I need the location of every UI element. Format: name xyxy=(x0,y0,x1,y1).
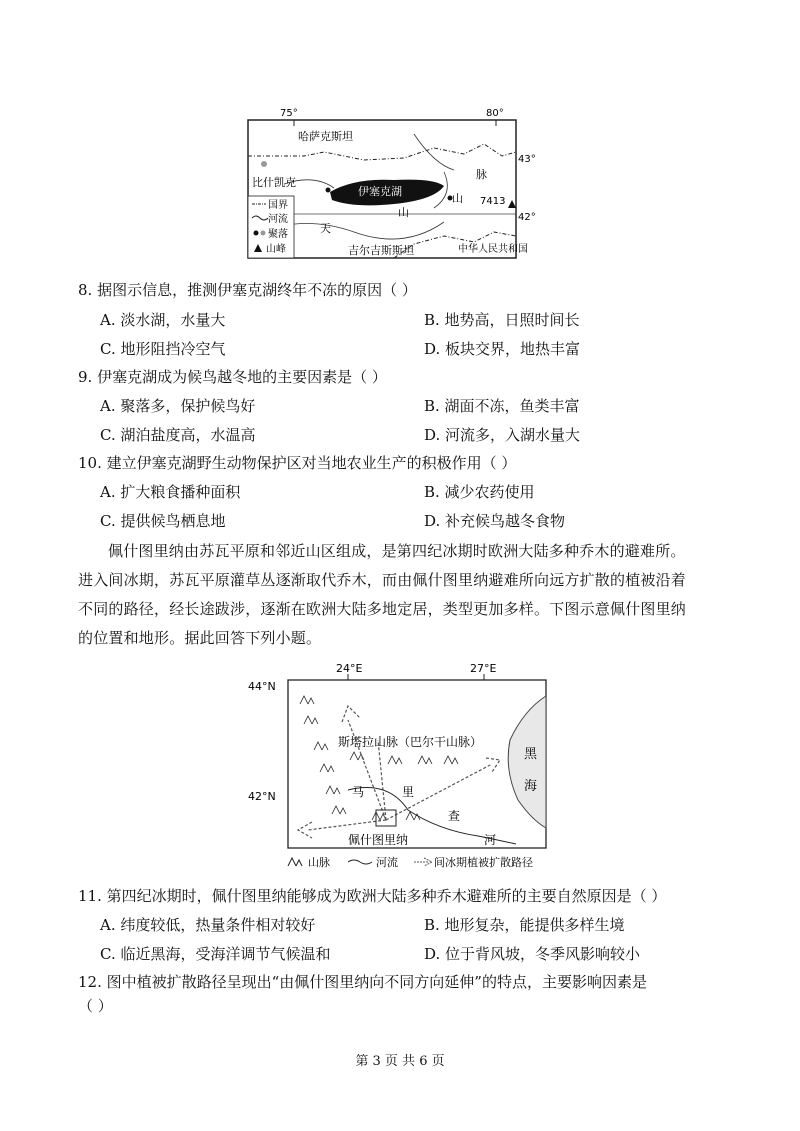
question-10-option-d[interactable]: D. 补充候鸟越冬食物 xyxy=(424,512,566,530)
river-label-ma: 马 xyxy=(352,785,365,799)
river-label-cha: 查 xyxy=(448,809,461,823)
lon-80-label: 80° xyxy=(486,108,504,119)
passage-line-4: 的位置和地形。据此回答下列小题。 xyxy=(78,629,322,647)
legend-river-line-icon xyxy=(348,860,372,864)
legend-path: 间冰期植被扩散路径 xyxy=(434,856,533,869)
question-11-option-c[interactable]: C. 临近黑海，受海洋调节气候温和 xyxy=(100,945,331,963)
legend-river: 河流 xyxy=(268,214,288,225)
peshtura-label: 佩什图里纳 xyxy=(348,833,409,847)
question-9-option-d[interactable]: D. 河流多，入湖水量大 xyxy=(424,426,581,444)
river-label-li: 里 xyxy=(402,785,415,799)
question-11-option-b[interactable]: B. 地形复杂，能提供多样生境 xyxy=(424,916,625,934)
question-10-stem: 10. 建立伊塞克湖野生动物保护区对当地农业生产的积极作用（ ） xyxy=(78,454,517,472)
black-sea-label-1: 黑 xyxy=(524,747,538,762)
question-9-option-b[interactable]: B. 湖面不冻，鱼类丰富 xyxy=(424,397,580,415)
question-8-option-d[interactable]: D. 板块交界，地热丰富 xyxy=(424,340,581,358)
passage-line-3: 不同的路径，经长途跋涉，逐渐在欧洲大陆多地定居，类型更加多样。下图示意佩什图里纳 xyxy=(78,600,687,618)
lat-43-label: 43° xyxy=(518,154,536,165)
reading-passage xyxy=(78,537,718,653)
river-label-he: 河 xyxy=(484,833,497,847)
lake-label: 伊塞克湖 xyxy=(358,185,402,198)
kazakhstan-label: 哈萨克斯坦 xyxy=(298,130,353,143)
peak-elevation: 7413 xyxy=(480,196,506,207)
question-9-option-c[interactable]: C. 湖泊盐度高，水温高 xyxy=(100,426,256,444)
lon-75-label: 75° xyxy=(280,108,298,119)
legend-mountain: 山脉 xyxy=(308,856,330,869)
lat-42-label: 42° xyxy=(518,212,536,223)
question-10-option-b[interactable]: B. 减少农药使用 xyxy=(424,483,535,501)
issyk-kul-map xyxy=(244,104,536,260)
shan-label-2: 山 xyxy=(398,206,409,219)
shan-label: 山 xyxy=(452,192,463,205)
lon-27-label: 27°E xyxy=(470,662,497,675)
legend-mountain-icon xyxy=(288,858,302,866)
legend-river-label: 河流 xyxy=(376,856,398,869)
legend-peak: 山峰 xyxy=(266,244,286,255)
question-9-option-a[interactable]: A. 聚落多，保护候鸟好 xyxy=(100,397,256,415)
legend-border: 国界 xyxy=(268,200,288,211)
question-11-option-a[interactable]: A. 纬度较低，热量条件相对较好 xyxy=(100,916,316,934)
bishkek-label: 比什凯克 xyxy=(252,176,296,189)
legend-path-icon xyxy=(414,858,432,866)
question-10-option-c[interactable]: C. 提供候鸟栖息地 xyxy=(100,512,226,530)
question-8-option-b[interactable]: B. 地势高，日照时间长 xyxy=(424,311,580,329)
lat-44-label: 44°N xyxy=(248,680,276,693)
question-12-answer-blank[interactable]: （ ） xyxy=(78,997,113,1015)
legend-settlement-icon xyxy=(254,231,259,236)
question-11-stem: 11. 第四纪冰期时，佩什图里纳能够成为欧洲大陆多种乔木避难所的主要自然原因是（ ） xyxy=(78,887,667,905)
question-8-option-c[interactable]: C. 地形阻挡冷空气 xyxy=(100,340,226,358)
black-sea-label-2: 海 xyxy=(524,779,538,794)
question-10-option-a[interactable]: A. 扩大粮食播种面积 xyxy=(100,483,241,501)
peshtura-map xyxy=(248,660,554,876)
question-12-stem: 12. 图中植被扩散路径呈现出“由佩什图里纳向不同方向延伸”的特点，主要影响因素是 xyxy=(78,973,647,991)
china-label: 中华人民共和国 xyxy=(458,244,528,255)
passage-line-2: 进入间冰期，苏瓦平原灌草丛逐渐取代乔木，而由佩什图里纳避难所向远方扩散的植被沿着 xyxy=(78,571,687,589)
question-11-option-d[interactable]: D. 位于背风坡，冬季风影响较小 xyxy=(424,945,641,963)
lon-24-label: 24°E xyxy=(336,662,363,675)
kyrgyzstan-label: 吉尔吉斯斯坦 xyxy=(348,244,414,257)
mai-label: 脉 xyxy=(476,168,487,181)
question-9-stem: 9. 伊塞克湖成为候鸟越冬地的主要因素是（ ） xyxy=(78,368,387,386)
passage-line-1: 佩什图里纳由苏瓦平原和邻近山区组成，是第四纪冰期时欧洲大陆多种乔木的避难所。 xyxy=(108,542,686,560)
legend-settlement: 聚落 xyxy=(268,229,288,240)
lat-42-label: 42°N xyxy=(248,790,276,803)
page-footer: 第 3 页 共 6 页 xyxy=(355,1054,445,1069)
tian-label: 天 xyxy=(320,222,331,235)
question-8-stem: 8. 据图示信息，推测伊塞克湖终年不冻的原因（ ） xyxy=(78,281,417,299)
question-8-option-a[interactable]: A. 淡水湖，水量大 xyxy=(100,311,226,329)
mountain-range-label: 斯塔拉山脉（巴尔干山脉） xyxy=(338,735,483,749)
